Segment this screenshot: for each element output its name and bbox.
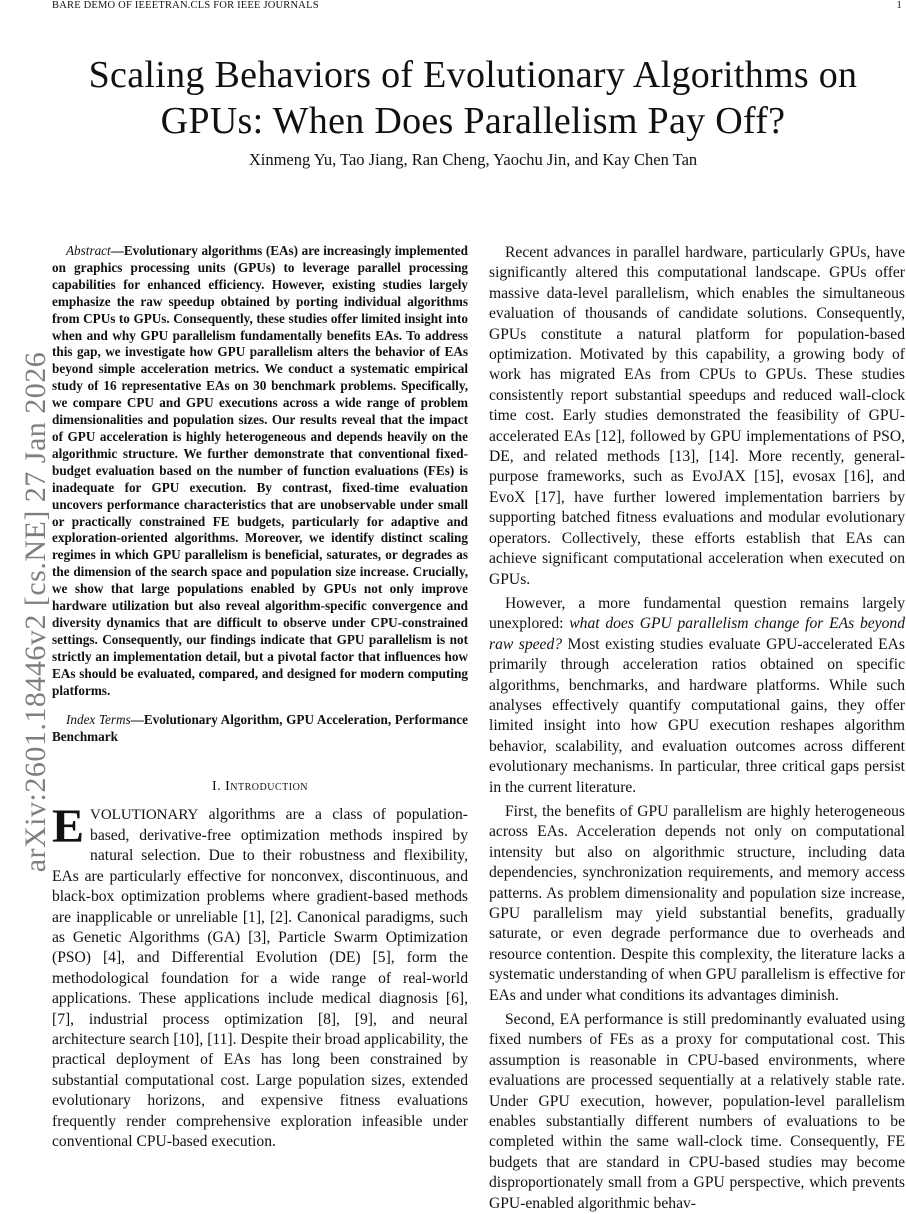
section-heading-introduction [52,779,468,795]
page-number: 1 [896,0,902,11]
arxiv-stamp[interactable]: arXiv:2601.18446v2 [cs.NE] 27 Jan 2026 [19,351,52,873]
intro-paragraph-1 [52,800,468,1152]
right-paragraph-2-after: Most existing studies evaluate GPU-accelerated EAs primarily through acceleration ratios obtained on specific algorithms, benchmarks, and hardware platforms. While such analyses effectively quantify computational gains, they offer limited insight into how GPU execution reshapes algorithm behavior, scalability, and evaluation outcomes across different evolutionary mechanisms. In particular, three critical gaps persist in the current literature. [489,635,905,796]
intro-first-word: VOLUTIONARY [90,807,199,824]
drop-cap: E [52,800,85,854]
running-header [52,0,906,14]
right-paragraph-3: First, the benefits of GPU parallelism are highly heterogeneous across EAs. Acceleration depends not only on computational intensity but also on algorithmic structure, including data dependencies, synchronization requirements, and memory access patterns. As problem dimensionality and population size increase, GPU parallelism may yield substantial benefits, gradually saturate, or even degrade performance due to overheads and resource contention. Despite this complexity, the literature lacks a systematic understanding of when GPU parallelism is effective for EAs and under what conditions its advantages diminish. [489,802,905,1004]
research-question: what does GPU parallelism change for EAs beyond raw speed? [489,615,905,653]
running-title: BARE DEMO OF IEEETRAN.CLS FOR IEEE JOURNALS [52,0,319,11]
index-terms [52,711,468,745]
left-column [52,243,468,1152]
right-paragraph-4: Second, EA performance is still predominantly evaluated using fixed numbers of FEs as a proxy for computational cost. This assumption is reasonable in CPU-based environments, where evaluations are processed sequentially at a relatively stable rate. Under GPU execution, however, population-level parallelism enables substantially different numbers of evaluations to be completed within the same wall-clock time. Consequently, FE budgets that are standard in CPU-based studies may become disproportionately small from a GPU perspective, which prevents GPU-enabled algorithmic behav- [489,1011,905,1212]
abstract-label: Abstract [66,243,111,258]
right-column [489,243,905,1214]
right-paragraph-1: Recent advances in parallel hardware, particularly GPUs, have significantly altered this computational landscape. GPUs offer massive data-level parallelism, which enables the simultaneous evaluation of thousands of candidate solutions. Consequently, GPUs constitute a natural platform for population-based optimization. Motivated by this capability, a growing body of work has migrated EAs from CPUs to GPUs. These studies consistently report substantial speedups and reduced wall-clock time cost. Early studies demonstrated the feasibility of GPU-accelerated EAs [12], followed by GPU implementations of PSO, DE, and related methods [13], [14]. More recently, general-purpose frameworks, such as EvoJAX [15], evosax [16], and EvoX [17], have further lowered implementation barriers by supporting batched fitness evaluations and modular evolutionary operators. Collectively, these efforts establish that EAs can achieve significant computational acceleration when executed on GPUs. [489,244,905,588]
right-paragraph-2 [489,594,905,798]
abstract-text: —Evolutionary algorithms (EAs) are increasingly implemented on graphics processing units (GPUs) to leverage parallel processing capabilities for enhanced efficiency. However, existing studies largely emphasize the raw speedup obtained by porting individual algorithms from CPUs to GPUs. Consequently, these studies offer limited insight into when and why GPU parallelism fundamentally benefits EAs. To address this gap, we investigate how GPU parallelism alters the behavior of EAs beyond simple acceleration metrics. We conduct a systematic empirical study of 16 representative EAs on 30 benchmark problems. Specifically, we compare CPU and GPU executions across a wide range of problem dimensionalities and population sizes. Our results reveal that the impact of GPU acceleration is highly heterogeneous and depends heavily on the algorithmic structure. We further demonstrate that conventional fixed-budget evaluation based on the number of function evaluations (FEs) is inadequate for GPU execution. By contrast, fixed-time evaluation uncovers performance characteristics that are unobservable under small or practically constrained FE budgets, particularly for adaptive and exploration-oriented algorithms. Moreover, we identify distinct scaling regimes in which GPU parallelism is beneficial, saturates, or degrades as the dimension of the search space and population size increase. Crucially, we show that large populations enabled by GPUs not only improve hardware utilization but also reveal algorithm-specific convergence and diversity dynamics that are difficult to observe under CPU-constrained settings. Consequently, our findings indicate that GPU parallelism is not strictly an implementation detail, but a pivotal factor that influences how EAs should be evaluated, compared, and designed for modern computing platforms. [52,243,468,698]
paper-title: Scaling Behaviors of Evolutionary Algorithms on GPUs: When Does Parallelism Pay Off? [88,54,858,142]
paper-authors: Xinmeng Yu, Tao Jiang, Ran Cheng, Yaochu Jin, and Kay Chen Tan [248,150,698,169]
right-paragraph-2-before: However, a more fundamental question remains largely unexplored: [489,594,905,633]
section-title: Introduction [225,779,309,795]
abstract [52,243,468,699]
intro-paragraph-1-text: algorithms are a class of population-based, derivative-free optimization methods inspired by natural selection. Due to their robustness and flexibility, EAs are particularly effective for nonconvex, discontinuous, and black-box optimization problems where gradient-based methods are inapplicable or unreliable [1], [2]. Canonical paradigms, such as Genetic Algorithms (GA) [3], Particle Swarm Optimization (PSO) [4], and Differential Evolution (DE) [5], form the methodological foundation for a wide range of real-world applications. These applications include medical diagnosis [6], [7], industrial process optimization [8], [9], and neural architecture search [10], [11]. Despite their broad applicability, the practical deployment of EAs has long been constrained by substantial computational cost. Large population sizes, extended evolutionary horizons, and expensive fitness evaluations frequently render comprehensive exploration infeasible under conventional CPU-based execution. [52,806,468,1150]
index-terms-label: Index Terms [66,712,131,728]
index-terms-text: —Evolutionary Algorithm, GPU Acceleration, Performance Benchmark [52,712,468,745]
section-number: I. [211,779,226,795]
